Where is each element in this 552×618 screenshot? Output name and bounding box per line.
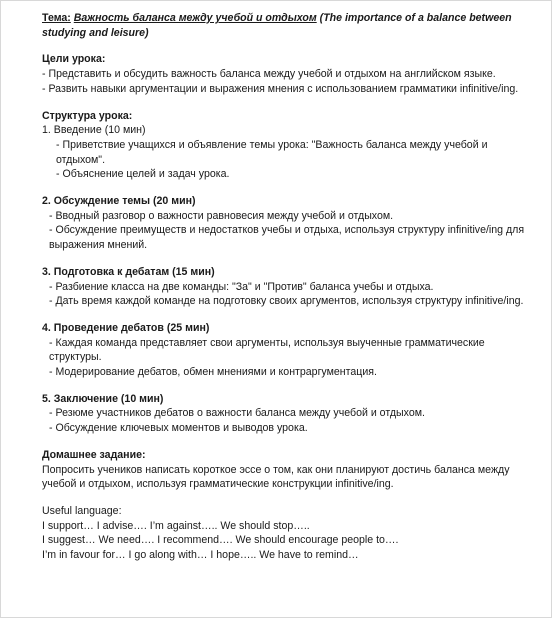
useful-language-line: I suggest… We need…. I recommend…. We should encourage people to….	[42, 534, 399, 547]
section-5-title: 5. Заключение (10 мин)	[42, 392, 164, 405]
section-5-item: - Обсуждение ключевых моментов и выводов урока.	[49, 422, 308, 435]
useful-language-heading: Useful language:	[42, 504, 122, 517]
title-english: (The importance of a balance between studying and leisure)	[42, 12, 512, 39]
section-4-item: - Модерирование дебатов, обмен мнениями и контраргументация.	[49, 366, 377, 379]
goal-item: - Развить навыки аргументации и выражения мнения с использованием грамматики infinitive/ing.	[42, 82, 519, 95]
homework-heading: Домашнее задание:	[42, 448, 146, 461]
section-5-item: - Резюме участников дебатов о важности баланса между учебой и отдыхом.	[49, 407, 425, 420]
useful-language-line: I support… I advise…. I’m against….. We should stop…..	[42, 519, 310, 532]
title-russian: Важность баланса между учебой и отдыхом	[73, 12, 317, 24]
section-1-item: - Приветствие учащихся и объявление темы урока: "Важность баланса между учебой и отдыхом".	[56, 138, 488, 166]
section-1-item: - Объяснение целей и задач урока.	[56, 168, 230, 181]
section-2-title: 2. Обсуждение темы (20 мин)	[42, 195, 196, 208]
section-4-item: - Каждая команда представляет свои аргументы, используя выученные грамматические структуры.	[49, 336, 485, 364]
goal-item: - Представить и обсудить важность баланса между учебой и отдыхом на английском языке.	[42, 68, 496, 81]
structure-heading: Структура урока:	[42, 109, 133, 122]
document-body	[42, 11, 537, 563]
title-label: Тема:	[42, 12, 71, 24]
goals-heading: Цели урока:	[42, 53, 106, 66]
homework-text: Попросить учеников написать короткое эссе о том, как они планируют достичь баланса между учебой и отдыхом, используя грамматические конструкции infinitive/ing.	[42, 463, 510, 491]
document-title	[42, 11, 537, 40]
section-3-item: - Дать время каждой команде на подготовку своих аргументов, используя структуру infinitive/ing.	[49, 295, 524, 308]
section-2-item: - Обсуждение преимуществ и недостатков учебы и отдыха, используя структуру infinitive/ing для выражения мнений.	[49, 224, 525, 252]
section-3-item: - Разбиение класса на две команды: "За" и "Против" баланса учебы и отдыха.	[49, 280, 434, 293]
section-1-title: 1. Введение (10 мин)	[42, 124, 146, 137]
section-4-title: 4. Проведение дебатов (25 мин)	[42, 321, 210, 334]
useful-language-line: I’m in favour for… I go along with… I hope….. We have to remind…	[42, 549, 359, 562]
section-3-title: 3. Подготовка к дебатам (15 мин)	[42, 265, 215, 278]
section-2-item: - Вводный разговор о важности равновесия между учебой и отдыхом.	[49, 209, 394, 222]
